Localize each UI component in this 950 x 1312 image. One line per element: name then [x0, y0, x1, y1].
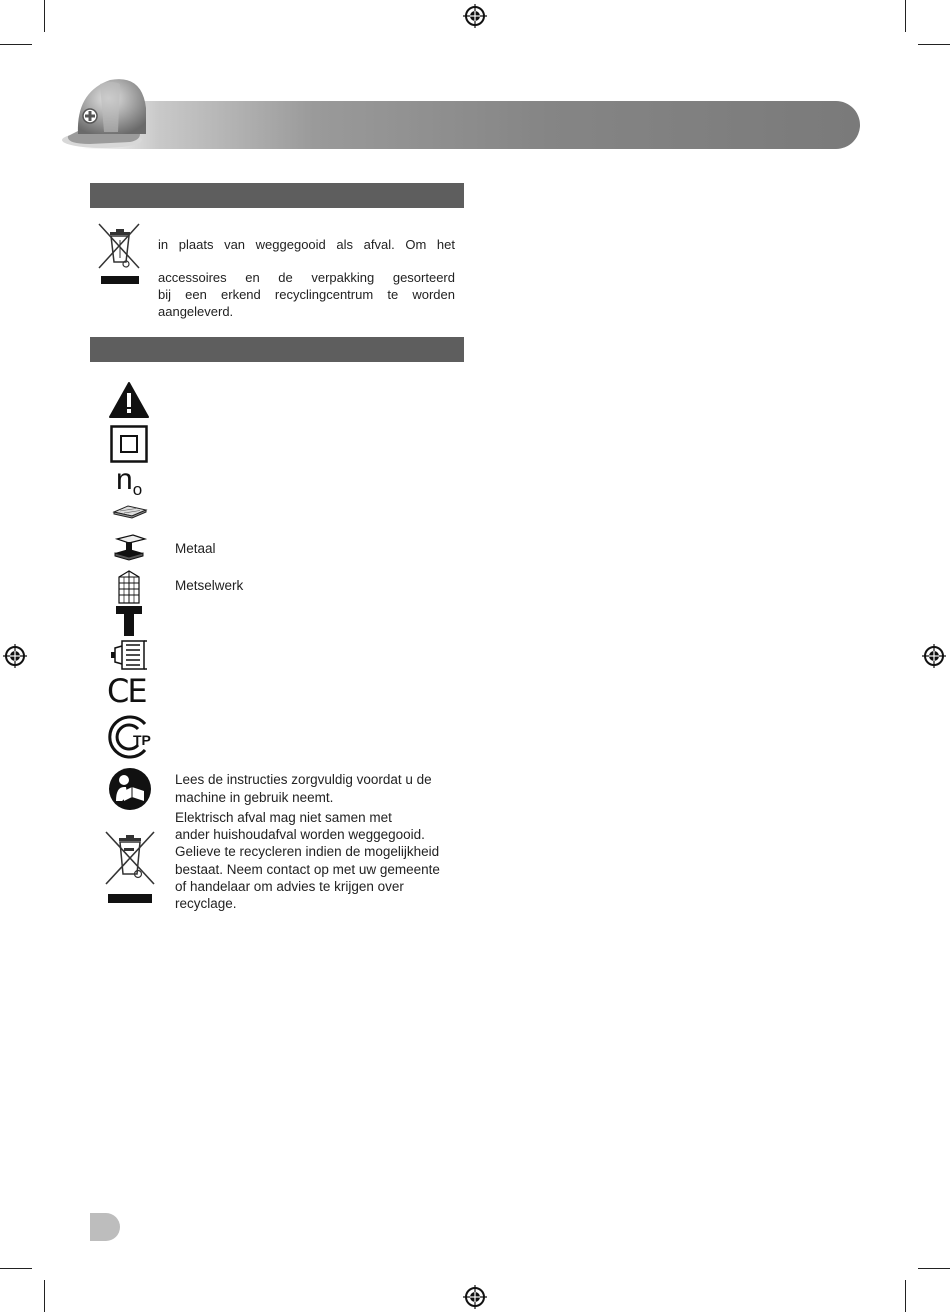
section-bar-symbols	[90, 337, 464, 362]
instructions-line-1: Lees de instructies zorgvuldig voordat u de	[175, 772, 432, 787]
gost-mark-text: TP	[133, 732, 151, 748]
recycling-text-line-4: aangeleverd.	[158, 304, 234, 319]
recycling-text-line-3: bij een erkend recyclingcentrum te worden	[158, 287, 455, 302]
recycling-text-line-1: in plaats van weggegooid als afval. Om het	[158, 237, 455, 252]
registration-mark-icon	[3, 644, 27, 668]
page-number-tab	[90, 1213, 120, 1241]
crossed-bin-icon	[95, 220, 145, 286]
weee-line-5: of handelaar om advies te krijgen over	[175, 879, 404, 894]
weee-line-4: bestaat. Neem contact op met uw gemeente	[175, 862, 440, 877]
weee-line-3: Gelieve te recycleren indien de mogelijkheid	[175, 844, 440, 859]
registration-mark-icon	[463, 4, 487, 28]
wood-board-icon	[112, 504, 148, 520]
helmet-icon	[60, 74, 160, 154]
ce-mark-text: CE	[107, 672, 146, 710]
crop-mark	[905, 0, 906, 32]
weee-line-2: ander huishoudafval worden weggegooid.	[175, 827, 425, 842]
crop-mark	[905, 1280, 906, 1312]
crop-mark	[918, 44, 950, 45]
motor-icon	[110, 640, 148, 670]
no-load-speed-glyph: n	[116, 463, 133, 496]
gost-r-mark-icon	[105, 714, 153, 760]
no-load-speed-symbol	[116, 462, 156, 498]
crop-mark	[0, 1268, 32, 1269]
crop-mark	[44, 0, 45, 32]
ce-mark-icon	[107, 672, 151, 710]
instructions-line-2: machine in gebruik neemt.	[175, 790, 334, 805]
weee-line-1: Elektrisch afval mag niet samen met	[175, 810, 392, 825]
crop-mark	[0, 44, 32, 45]
hammer-icon	[114, 605, 144, 637]
crop-mark	[918, 1268, 950, 1269]
weee-line-6: recyclage.	[175, 896, 237, 911]
no-load-speed-sub: o	[132, 480, 143, 499]
double-insulation-icon	[110, 425, 148, 463]
crop-mark	[44, 1280, 45, 1312]
metal-label: Metaal	[175, 541, 216, 556]
warning-triangle-icon	[108, 381, 150, 419]
brick-wall-icon	[117, 569, 141, 605]
header-banner	[80, 101, 860, 149]
weee-bin-icon	[102, 828, 158, 906]
steel-beam-icon	[113, 533, 147, 561]
masonry-label: Metselwerk	[175, 578, 244, 593]
read-manual-icon	[108, 767, 152, 811]
section-bar-environment	[90, 183, 464, 208]
registration-mark-icon	[922, 644, 946, 668]
registration-mark-icon	[463, 1285, 487, 1309]
recycling-text-line-2: accessoires en de verpakking gesorteerd	[158, 270, 455, 285]
